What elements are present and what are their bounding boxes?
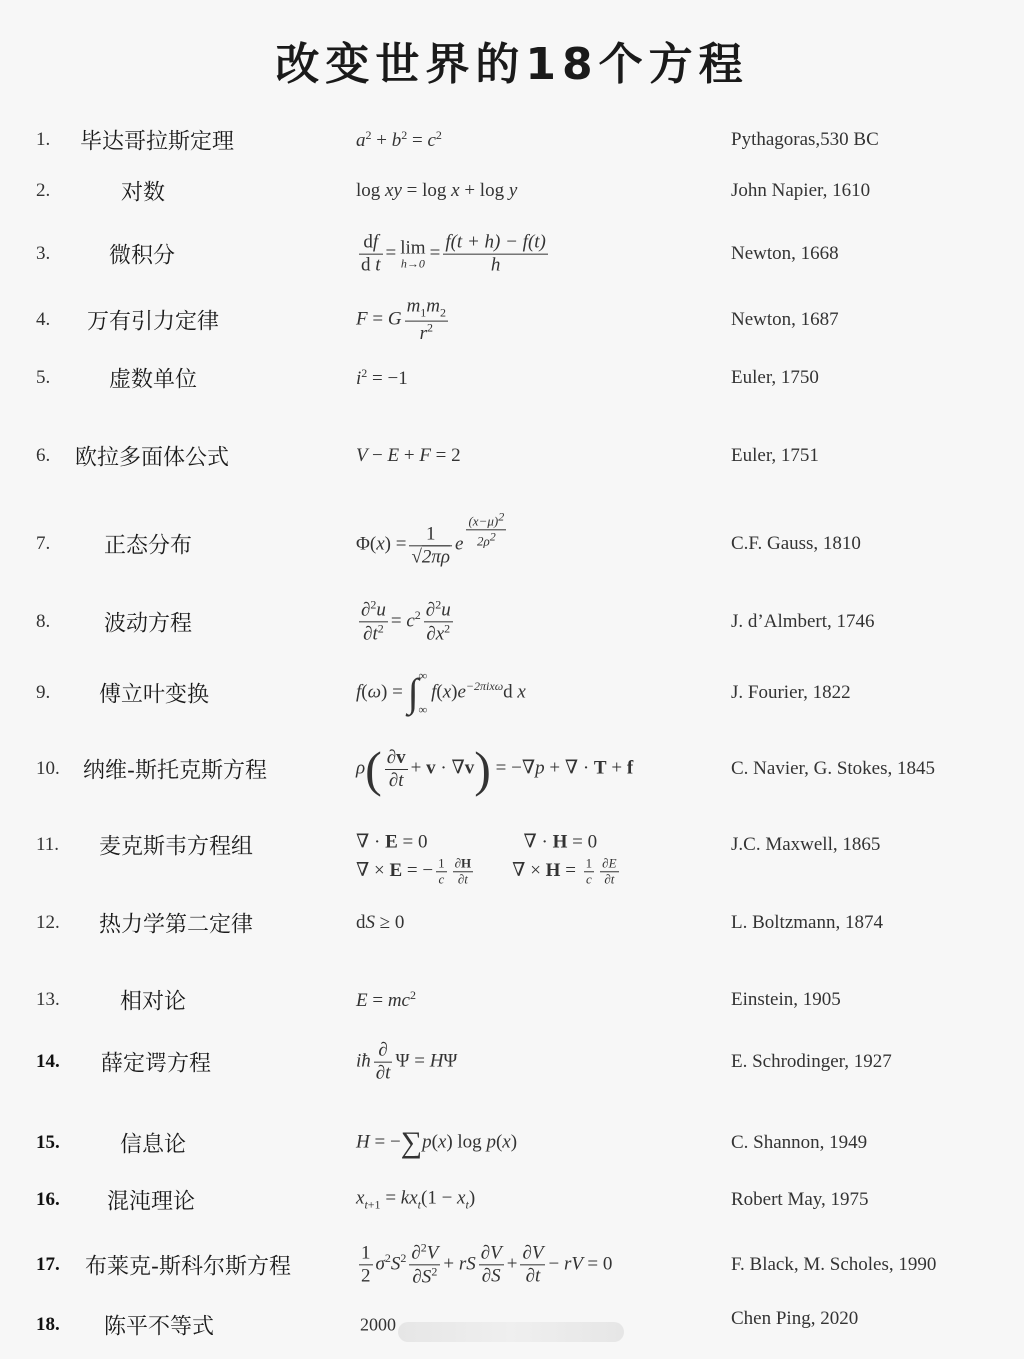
equation-author: Euler, 1751 xyxy=(731,445,819,466)
equation-name: 微积分 xyxy=(109,243,176,269)
row-number: 10. xyxy=(36,758,60,779)
equation-author: C. Navier, G. Stokes, 1845 xyxy=(731,758,935,779)
equation-name: 纳维-斯托克斯方程 xyxy=(83,758,267,784)
equation-name: 相对论 xyxy=(120,989,187,1015)
equation-formula: ∇ · E = 0 ∇ · H = 0 ∇ × E = − $\frac{1}{c}$ $\frac{\partial H}{\partial t}$ ∇ × H = $\frac{1}{c}$ $\frac{\partial E}{\partial t}$ xyxy=(356,831,617,886)
row-number: 9. xyxy=(36,682,51,703)
equation-name: 混沌理论 xyxy=(107,1189,196,1215)
equation-formula: log xy = log x + log y xyxy=(356,180,518,201)
equation-author: Robert May, 1975 xyxy=(731,1189,869,1210)
equation-formula: $\frac{df}{\text{d t}}$ = lim h→0 = $\frac{f(t + h) - f(t)}{h}$ xyxy=(361,231,546,276)
row-number: 4. xyxy=(36,309,51,330)
equation-author: Newton, 1687 xyxy=(731,309,839,330)
blurred-text-region xyxy=(398,1322,624,1342)
equation-author: J.C. Maxwell, 1865 xyxy=(731,834,881,855)
equation-formula: dS ≥ 0 xyxy=(356,912,405,933)
row-number: 18. xyxy=(36,1314,60,1335)
row-number: 8. xyxy=(36,611,51,632)
equation-formula: V − E + F = 2 xyxy=(356,445,461,466)
row-number: 16. xyxy=(36,1189,60,1210)
equation-formula: $x_{t+1} = kx_t(1 - x_t)$ xyxy=(356,1187,476,1212)
row-number: 3. xyxy=(36,243,51,264)
row-number: 2. xyxy=(36,180,51,201)
equation-author: Chen Ping, 2020 xyxy=(731,1308,859,1329)
equation-formula: ρ( $\frac{\partial v}{\partial t}$ + v · ∇v) = −∇p + ∇ · T + f xyxy=(356,741,634,797)
row-number: 7. xyxy=(36,533,51,554)
equation-formula: $i^2 = -1$ xyxy=(356,365,408,390)
equation-author: John Napier, 1610 xyxy=(731,180,871,201)
equation-name: 波动方程 xyxy=(104,611,193,637)
equation-author: J. d’Almbert, 1746 xyxy=(731,611,875,632)
equation-formula: H = −∑p(x) log p(x) xyxy=(356,1126,518,1159)
equation-formula: $\frac{\partial^2u}{\partial t^2}$ = $c^2$ $\frac{\partial^2u}{\partial x^2}$ xyxy=(361,597,451,645)
equation-formula: f(ω) = ∫ ∞ ∞ $f(x)e^{-2\pi ix\omega}d$ x xyxy=(356,668,526,716)
row-number: 11. xyxy=(36,834,60,855)
equation-author: L. Boltzmann, 1874 xyxy=(731,912,883,933)
equation-author: C.F. Gauss, 1810 xyxy=(731,533,861,554)
row-number: 12. xyxy=(36,912,60,933)
equation-author: F. Black, M. Scholes, 1990 xyxy=(731,1254,937,1275)
equation-author: J. Fourier, 1822 xyxy=(731,682,851,703)
row-number: 15. xyxy=(36,1132,60,1153)
equation-formula: $E = mc^2$ xyxy=(356,987,416,1012)
equation-author: Pythagoras,530 BC xyxy=(731,129,879,150)
equation-name: 虚数单位 xyxy=(109,367,198,393)
equation-name: 毕达哥拉斯定理 xyxy=(80,129,235,155)
row-number: 1. xyxy=(36,129,51,150)
equation-name: 布莱克-斯科尔斯方程 xyxy=(85,1254,291,1280)
equation-name: 信息论 xyxy=(120,1132,187,1158)
equation-name: 陈平不等式 xyxy=(104,1314,215,1340)
equation-name: 麦克斯韦方程组 xyxy=(99,834,254,860)
equation-author: Newton, 1668 xyxy=(731,243,839,264)
equation-formula: 2000 xyxy=(360,1314,396,1335)
equation-author: E. Schrodinger, 1927 xyxy=(731,1051,892,1072)
row-number: 5. xyxy=(36,367,51,388)
equation-name: 正态分布 xyxy=(104,533,193,559)
page-title: 改变世界的18个方程 xyxy=(275,39,749,90)
equation-author: C. Shannon, 1949 xyxy=(731,1132,868,1153)
equation-name: 对数 xyxy=(121,180,166,206)
row-number: 14. xyxy=(36,1051,60,1072)
row-number: 13. xyxy=(36,989,60,1010)
row-number: 6. xyxy=(36,445,51,466)
equation-name: 万有引力定律 xyxy=(87,309,220,335)
equation-name: 薛定谔方程 xyxy=(101,1051,212,1077)
row-number: 17. xyxy=(36,1254,60,1275)
equation-author: Einstein, 1905 xyxy=(731,989,841,1010)
equation-formula: iħ $\frac{\partial}{\partial t}$ Ψ = HΨ xyxy=(356,1039,458,1084)
equation-name: 欧拉多面体公式 xyxy=(75,445,230,471)
equation-formula: F = G $\frac{m_1m_2}{r^2}$ xyxy=(356,295,447,344)
equation-author: Euler, 1750 xyxy=(731,367,819,388)
equation-formula: $\frac{1}{2}$ $\sigma^2S^2$ $\frac{\partial^2V}{\partial S^2}$ + rS $\frac{\partial V}{\partial S}$ + $\frac{\partial V}{\partial t}$ − rV = 0 xyxy=(361,1240,613,1288)
equation-formula: $a^2 + b^2 = c^2$ xyxy=(356,127,442,152)
equation-name: 傅立叶变换 xyxy=(99,682,210,708)
equation-formula: Φ(x) = $\frac{1}{√2\pi\rho}$ e $^{\frac{(x-\mu)^2}{2\rho^2}}$ xyxy=(356,509,505,567)
equation-name: 热力学第二定律 xyxy=(99,912,254,938)
